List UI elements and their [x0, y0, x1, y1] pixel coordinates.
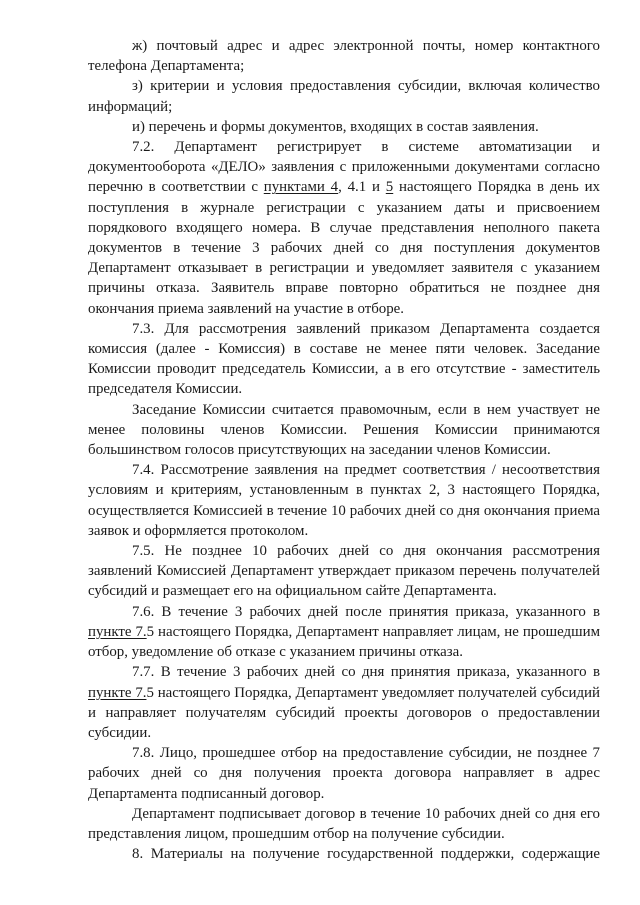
paragraph-7-6-text-b: 5 настоящего Порядка, Департамент направляет лицам, не прошедшим отбор, уведомление об отказе с указанием причины отказа. [88, 623, 600, 661]
paragraph-7-7-text-b: 5 настоящего Порядка, Департамент уведомляет получателей субсидий и направляет получателям субсидий проекты договоров о предоставлении субсидии. [88, 684, 600, 741]
paragraph-7-2 [88, 137, 600, 319]
paragraph-item-z: з) критерии и условия предоставления субсидии, включая количество информаций; [88, 78, 600, 115]
link-punkt-5[interactable]: 5 [385, 179, 394, 196]
paragraph-7-3-quorum: Заседание Комиссии считается правомочным, если в нем участвует не менее половины членов Комиссии. Решения Комиссии принимаются большинством голосов присутствующих на заседании членов Комиссии. [88, 401, 600, 459]
paragraph-item-i: и) перечень и формы документов, входящих в состав заявления. [132, 118, 539, 135]
paragraph-7-6-text-a: 7.6. В течение 3 рабочих дней после принятия приказа, указанного в [132, 603, 600, 620]
paragraph-7-6 [88, 602, 600, 663]
paragraph-7-3: 7.3. Для рассмотрения заявлений приказом Департамента создается комиссия (далее - Комиссия) в составе не менее пяти человек. Заседание Комиссии проводит председатель Комиссии, а в его отсутствие - заместитель председателя Комиссии. [88, 320, 600, 398]
link-punkt-7-5-b[interactable]: пункте 7. [88, 684, 147, 701]
paragraph-7-5: 7.5. Не позднее 10 рабочих дней со дня окончания рассмотрения заявлений Комиссией Департамент утверждает приказом перечень получателей субсидий и размещает его на официальном сайте Департамента. [88, 543, 600, 600]
paragraph-7-2-text-a: 7.2. Департамент регистрирует в системе автоматизации и документооборота «ДЕЛО» заявления с приложенными документами согласно перечню в соответствии с [88, 139, 600, 196]
paragraph-8: 8. Материалы на получение государственной поддержки, содержащие [132, 846, 600, 863]
paragraph-7-7-text-a: 7.7. В течение 3 рабочих дней со дня принятия приказа, указанного в [132, 664, 600, 681]
paragraph-7-8-signing: Департамент подписывает договор в течение 10 рабочих дней со дня его представления лицом, прошедшим отбор на получение субсидии. [88, 805, 600, 842]
paragraph-7-7 [88, 662, 600, 743]
paragraph-7-2-text-b: , 4.1 и [338, 179, 386, 196]
link-punkty-4[interactable]: пунктами 4 [263, 179, 339, 196]
paragraph-7-4: 7.4. Рассмотрение заявления на предмет соответствия / несоответствия условиям и критериям, установленным в пунктах 2, 3 настоящего Порядка, осуществляется Комиссией в течение 10 рабочих дней со дня окончания приема заявок и оформляется протоколом. [88, 462, 600, 539]
paragraph-7-8: 7.8. Лицо, прошедшее отбор на предоставление субсидии, не позднее 7 рабочих дней со дня получения проекта договора направляет в адрес Департамента подписанный договор. [88, 745, 600, 802]
link-punkt-7-5-a[interactable]: пункте 7. [88, 623, 147, 640]
paragraph-7-2-text-c: настоящего Порядка в день их поступления в журнале регистрации с указанием даты и присвоением порядкового входящего номера. В случае представления неполного пакета документов в течение 3 рабочих дней со дня поступления документов Департамент отказывает в регистрации и уведомляет заявителя с указанием причины отказа. Заявитель вправе повторно обратиться не позднее дня окончания приема заявлений на участие в отборе. [88, 179, 600, 317]
paragraph-item-zh: ж) почтовый адрес и адрес электронной почты, номер контактного телефона Департамента; [88, 38, 600, 75]
